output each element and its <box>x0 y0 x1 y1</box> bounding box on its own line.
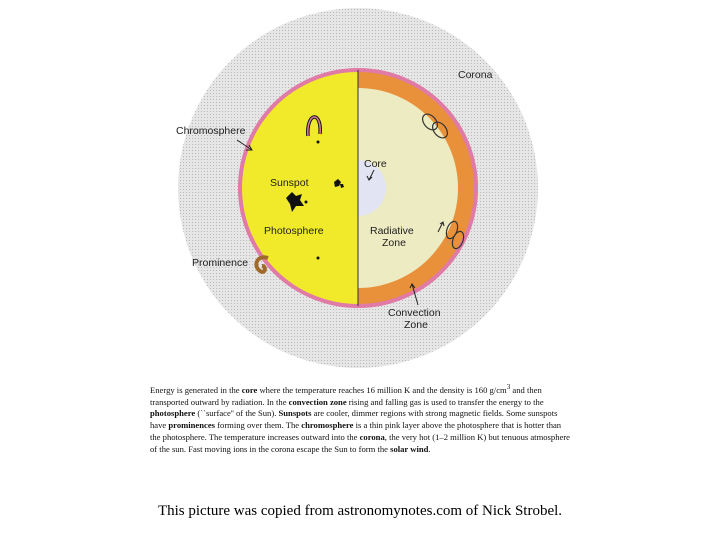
label-convection-zone-1: Convection <box>388 307 441 319</box>
label-sunspot: Sunspot <box>270 177 309 189</box>
diagram-caption: Energy is generated in the core where the temperature reaches 16 million K and the density is 160 $g/cm^3$ and then transported outward by radiation. In the convection zone rising and falling gas is used to transfer the energy to the photosphere (``surface'' of the Sun). Sunspots are cooler, dimmer regions with strong magnetic fields. Some sunspots have prominences forming over them. The chromosphere is a thin pink layer above the photosphere that is hotter than the photosphere. The temperature increases outward into the corona, the very hot (1–2 million K) but tenuous atmosphere of the sun. Fast moving ions in the corona escape the Sun to form the solar wind. <box>150 383 570 454</box>
label-chromosphere: Chromosphere <box>176 125 246 137</box>
label-prominence: Prominence <box>192 257 249 269</box>
label-photosphere: Photosphere <box>264 225 324 237</box>
label-radiative-zone-1: Radiative <box>370 225 414 237</box>
label-corona: Corona <box>458 69 493 81</box>
label-radiative-zone-2: Zone <box>382 237 406 249</box>
image-credit: This picture was copied from astronomynotes.com of Nick Strobel. <box>157 503 563 519</box>
label-core: Core <box>364 158 387 170</box>
label-convection-zone-2: Zone <box>404 319 428 331</box>
